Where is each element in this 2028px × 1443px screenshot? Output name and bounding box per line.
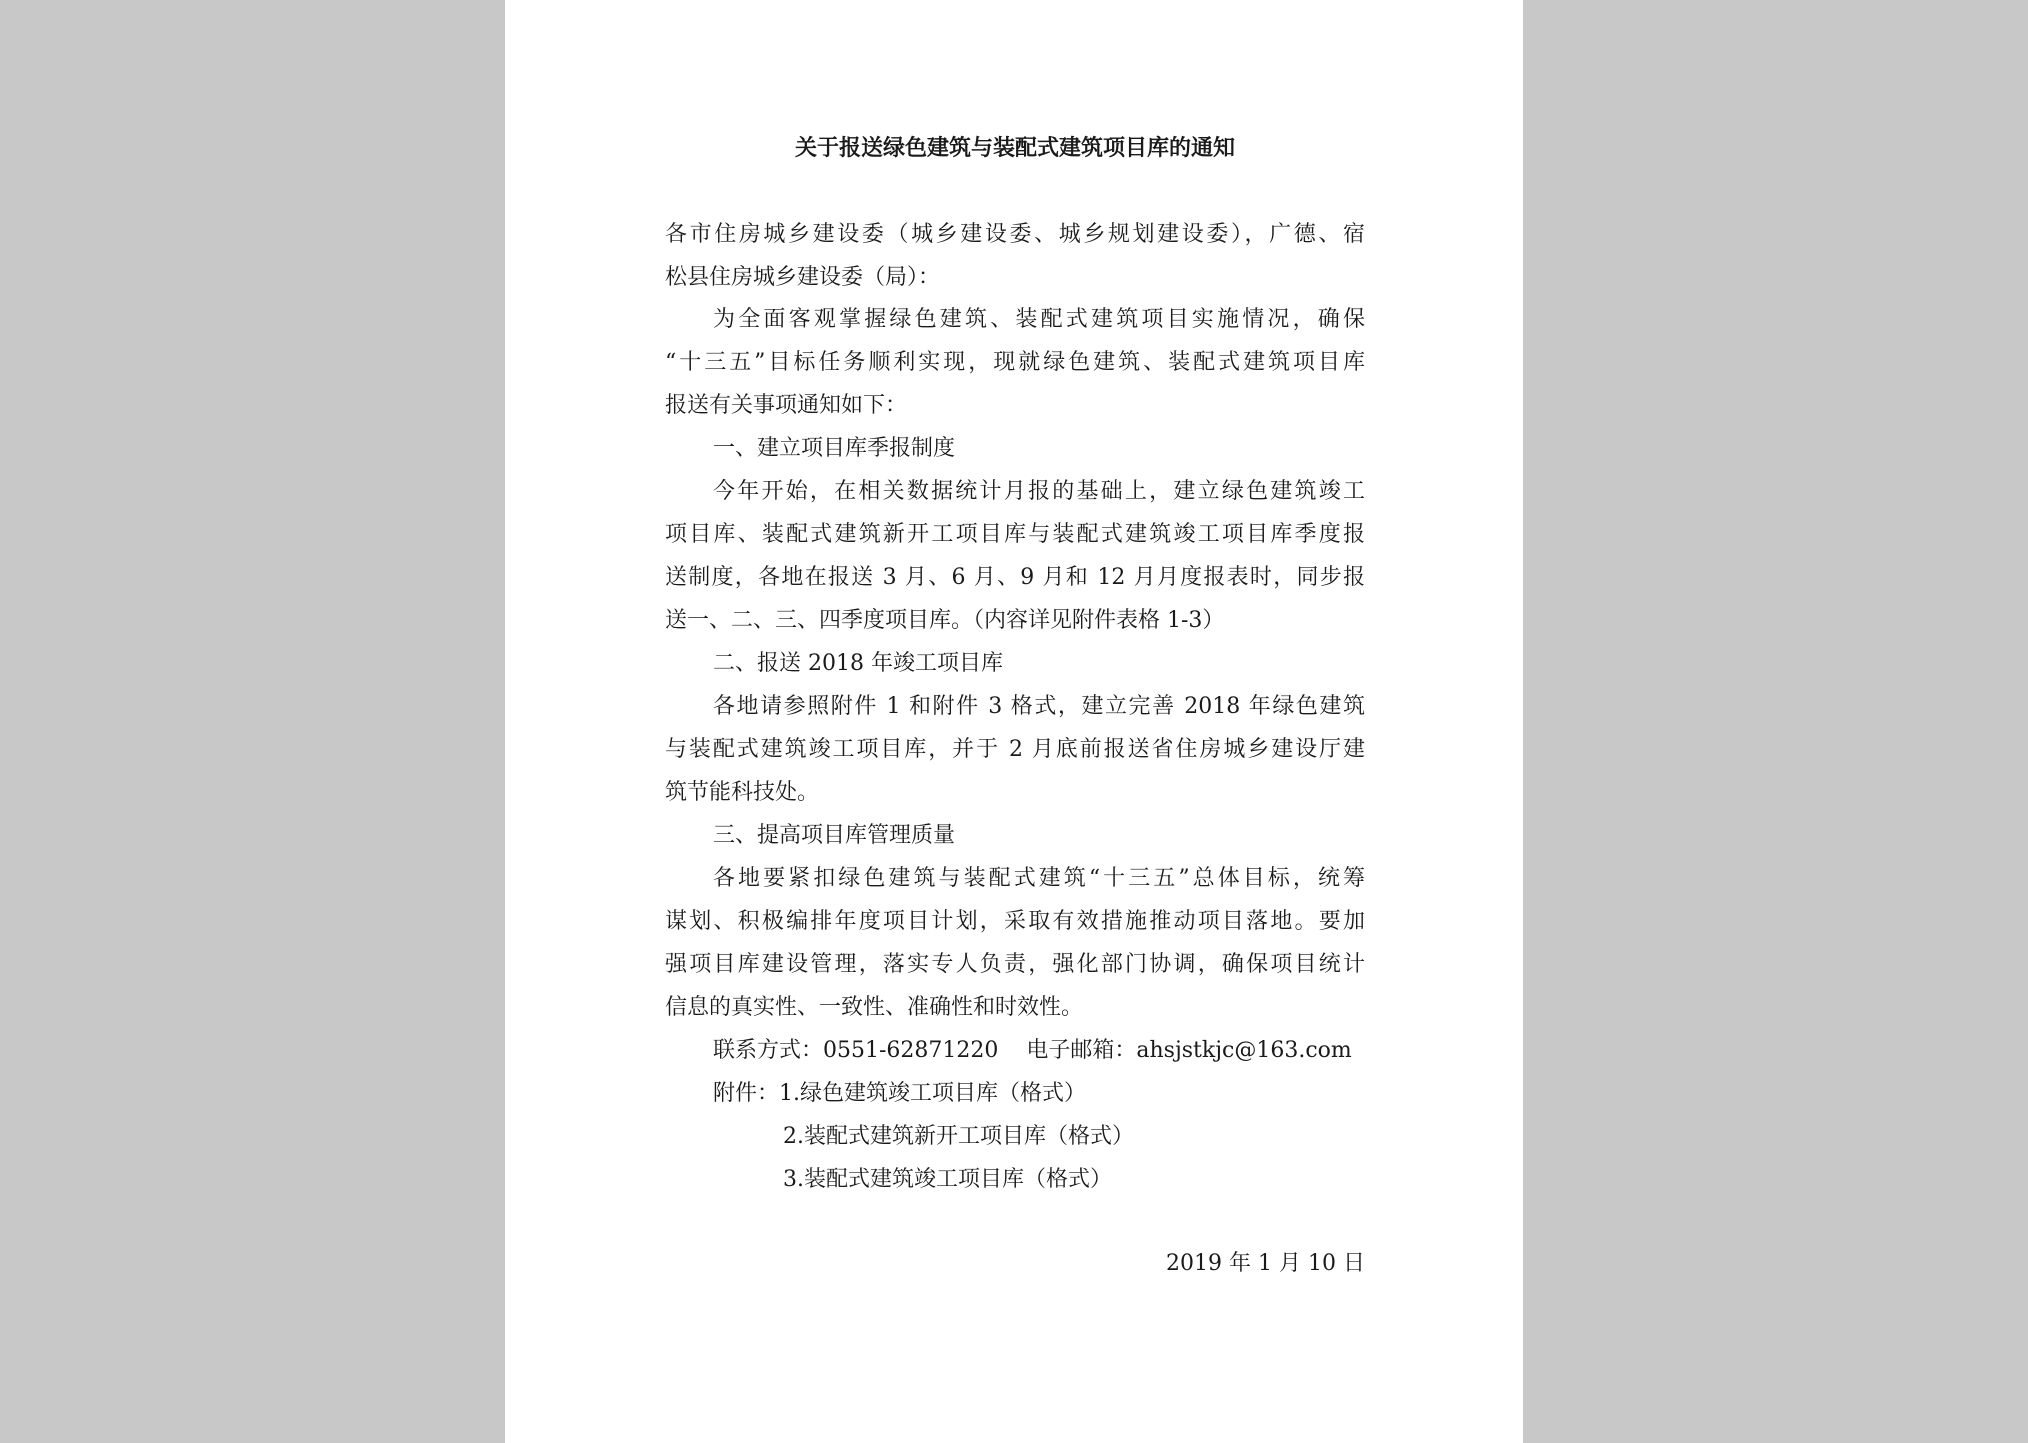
section-heading-3: 三、提高项目库管理质量 — [713, 823, 956, 848]
intro-line-2: “十三五”目标任务顺利实现，现就绿色建筑、装配式建筑项目库 — [665, 350, 1365, 375]
addressee-line-1: 各市住房城乡建设委（城乡建设委、城乡规划建设委），广德、宿 — [665, 222, 1365, 247]
section-3-line-3: 强项目库建设管理，落实专人负责，强化部门协调，确保项目统计 — [665, 952, 1365, 977]
intro-line-1: 为全面客观掌握绿色建筑、装配式建筑项目实施情况，确保 — [713, 307, 1365, 332]
addressee-line-2: 松县住房城乡建设委（局）： — [665, 265, 941, 290]
section-heading-2: 二、报送 2018 年竣工项目库 — [713, 651, 1003, 676]
section-3-line-1: 各地要紧扣绿色建筑与装配式建筑“十三五”总体目标，统筹 — [713, 866, 1365, 891]
section-3-line-2: 谋划、积极编排年度项目计划，采取有效措施推动项目落地。要加 — [665, 909, 1365, 934]
section-2-line-1: 各地请参照附件 1 和附件 3 格式，建立完善 2018 年绿色建筑 — [713, 694, 1365, 719]
document-date: 2019 年 1 月 10 日 — [1166, 1251, 1365, 1276]
section-1-line-1: 今年开始，在相关数据统计月报的基础上，建立绿色建筑竣工 — [713, 479, 1365, 504]
document-page — [505, 0, 1523, 1443]
section-2-line-2: 与装配式建筑竣工项目库，并于 2 月底前报送省住房城乡建设厅建 — [665, 737, 1365, 762]
section-heading-1: 一、建立项目库季报制度 — [713, 436, 956, 461]
attachment-line-1: 附件：1.绿色建筑竣工项目库（格式） — [713, 1081, 1086, 1106]
document-title: 关于报送绿色建筑与装配式建筑项目库的通知 — [794, 135, 1235, 161]
section-1-line-3: 送制度，各地在报送 3 月、6 月、9 月和 12 月月度报表时，同步报 — [665, 565, 1365, 590]
attachment-line-2: 2.装配式建筑新开工项目库（格式） — [783, 1124, 1134, 1149]
attachment-line-3: 3.装配式建筑竣工项目库（格式） — [783, 1167, 1112, 1192]
section-2-line-3: 筑节能科技处。 — [665, 780, 820, 805]
contact-line: 联系方式：0551-62871220 电子邮箱：ahsjstkjc@163.com — [713, 1038, 1352, 1063]
section-1-line-4: 送一、二、三、四季度项目库。（内容详见附件表格 1-3） — [665, 608, 1225, 633]
section-3-line-4: 信息的真实性、一致性、准确性和时效性。 — [665, 995, 1084, 1020]
section-1-line-2: 项目库、装配式建筑新开工项目库与装配式建筑竣工项目库季度报 — [665, 522, 1365, 547]
intro-line-3: 报送有关事项通知如下： — [665, 393, 908, 418]
